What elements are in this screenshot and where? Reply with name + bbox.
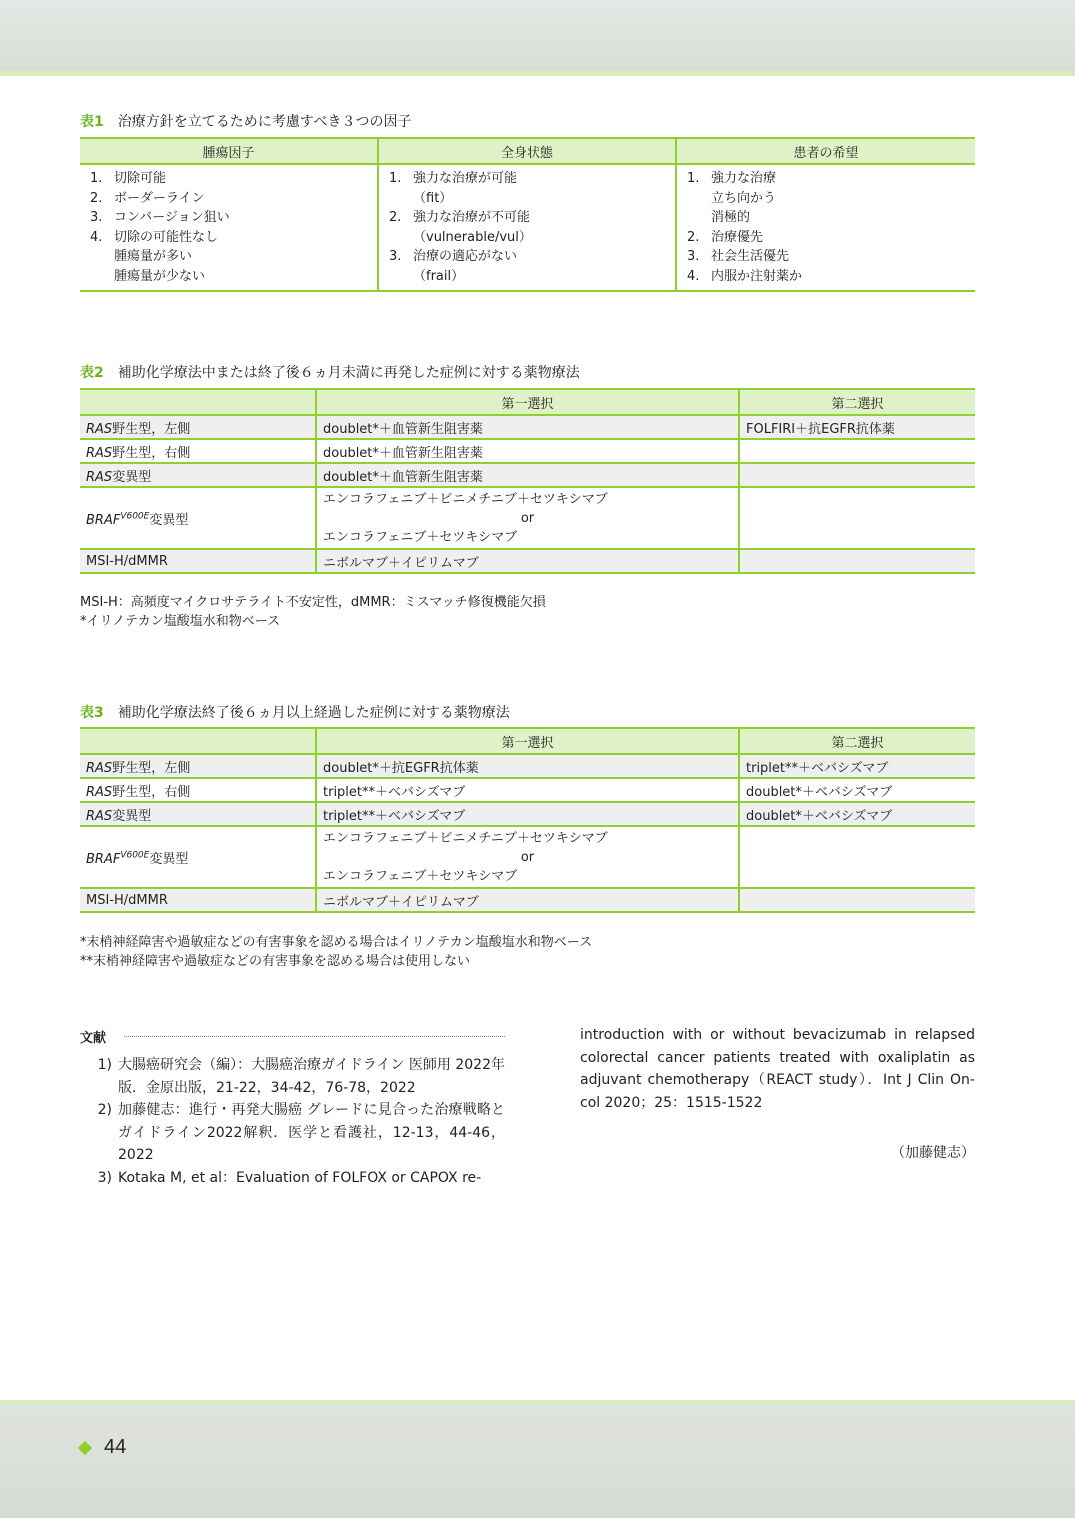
top-header-band: [0, 0, 1075, 76]
table3-header: 第二選択: [739, 728, 975, 754]
list-item: 1. 強力な治療: [687, 171, 777, 186]
author-credit: （加藤健志）: [891, 1145, 975, 1161]
reference-item: 1) 大腸癌研究会（編）：大腸癌治療ガイドライン 医師用 2022年版．金原出版，21-22，34-42，76-78，2022: [97, 1057, 505, 1096]
first-choice: doublet*＋血管新生阻害薬: [316, 463, 739, 487]
table3-notes: *末梢神経障害や過敏症などの有害事象を認める場合はイリノテカン塩酸塩水和物ベース **末梢神経障害や過敏症などの有害事象を認める場合は使用しない: [80, 935, 593, 969]
reference-item: 3) Kotaka M, et al：Evaluation of FOLFOX or CAPOX re-: [97, 1169, 482, 1186]
list-item: 2. 治療優先: [687, 229, 764, 245]
row-label: RAS変異型: [80, 463, 316, 487]
list-item: 1. 切除可能: [90, 171, 167, 186]
references-heading: 文献: [80, 1027, 505, 1046]
list-item: 2. ボーダーライン: [90, 190, 205, 206]
table2-title: 補助化学療法中または終了後６ヵ月未満に再発した症例に対する薬物療法: [117, 365, 580, 381]
table2-caption: [80, 362, 580, 382]
table2-label: 表2: [80, 365, 104, 381]
table-row: [80, 415, 975, 439]
table-row: [80, 888, 975, 912]
first-choice: doublet*＋血管新生阻害薬: [316, 439, 739, 463]
list-item: 3. 治療の適応がない: [389, 249, 518, 264]
table3: [80, 727, 975, 913]
table-row: [80, 549, 975, 573]
table1-caption: [80, 111, 411, 131]
list-item: 立ち向かう: [711, 190, 777, 206]
list-item: 2. 強力な治療が不可能: [389, 210, 531, 225]
footer-band: [0, 1400, 1075, 1518]
list-item: 消極的: [711, 210, 751, 225]
table1-cell-wishes: [676, 164, 975, 291]
second-choice: [739, 487, 975, 549]
second-choice: FOLFIRI＋抗EGFR抗体薬: [739, 415, 975, 439]
list-item: 4. 内服か注射薬か: [687, 268, 803, 284]
list-item: （vulnerable/vul）: [413, 229, 532, 245]
table1-header: 腫瘍因子: [80, 138, 378, 164]
diamond-icon: [78, 1440, 92, 1454]
table1-header: 全身状態: [378, 138, 676, 164]
second-choice: [739, 439, 975, 463]
table-row: [80, 487, 975, 549]
table3-header: [80, 728, 316, 754]
references-list: [80, 1054, 505, 1189]
row-label: RAS野生型，左側: [80, 415, 316, 439]
first-choice: エンコラフェニブ＋ビニメチニブ＋セツキシマブ or エンコラフェニブ＋セツキシマブ: [316, 826, 739, 888]
list-item: 腫瘍量が少ない: [114, 268, 206, 284]
table3-title: 補助化学療法終了後６ヵ月以上経過した症例に対する薬物療法: [117, 705, 510, 721]
first-choice: エンコラフェニブ＋ビニメチニブ＋セツキシマブ or エンコラフェニブ＋セツキシマブ: [316, 487, 739, 549]
list-item: 3. 社会生活優先: [687, 249, 790, 264]
table3-header: 第一選択: [316, 728, 739, 754]
table2-header: [80, 389, 316, 415]
second-choice: doublet*＋ベバシズマブ: [739, 778, 975, 802]
second-choice: triplet**＋ベバシズマブ: [739, 754, 975, 778]
second-choice: [739, 549, 975, 573]
second-choice: [739, 826, 975, 888]
table1-title: 治療方針を立てるために考慮すべき３つの因子: [117, 114, 412, 130]
list-item: 腫瘍量が多い: [114, 249, 193, 264]
table2-notes: MSI-H：高頻度マイクロサテライト不安定性，dMMR：ミスマッチ修復機能欠損 *イリノテカン塩酸塩水和物ベース: [80, 595, 546, 629]
list-item: （fit）: [413, 190, 453, 206]
second-choice: [739, 888, 975, 912]
list-item: 1. 強力な治療が可能: [389, 171, 518, 186]
row-label: RAS野生型，左側: [80, 754, 316, 778]
table-row: [80, 463, 975, 487]
dotted-rule: [124, 1036, 505, 1037]
table-row: [80, 439, 975, 463]
table2: [80, 388, 975, 574]
table-row: [80, 826, 975, 888]
page-footer: [80, 1436, 126, 1459]
table2-header: 第二選択: [739, 389, 975, 415]
row-label: $BRAF^{V600E}$変異型: [80, 487, 316, 549]
table1-cell-status: [378, 164, 676, 291]
row-label: RAS野生型，右側: [80, 778, 316, 802]
first-choice: ニボルマブ＋イピリムマブ: [316, 888, 739, 912]
first-choice: ニボルマブ＋イピリムマブ: [316, 549, 739, 573]
second-choice: [739, 463, 975, 487]
list-item: 3. コンバージョン狙い: [90, 210, 230, 225]
reference-item: 2) 加藤健志：進行・再発大腸癌 グレードに見合った治療戦略とガイドライン2022解釈．医学と看護社，12-13，44-46，2022: [97, 1102, 505, 1163]
row-label: RAS野生型，右側: [80, 439, 316, 463]
table1-header: 患者の希望: [676, 138, 975, 164]
second-choice: doublet*＋ベバシズマブ: [739, 802, 975, 826]
list-item: （frail）: [413, 268, 465, 284]
table-row: [80, 754, 975, 778]
row-label: MSI-H/dMMR: [80, 888, 316, 912]
table3-caption: [80, 702, 510, 722]
first-choice: doublet*＋抗EGFR抗体薬: [316, 754, 739, 778]
table3-label: 表3: [80, 705, 104, 721]
reference-continuation: introduction with or without bevacizumab in relapsed colorectal cancer patients treated with oxaliplatin as adjuvant chemotherapy（REACT study）．Int J Clin On-col 2020；25：1515-1522: [580, 1027, 975, 1111]
row-label: MSI-H/dMMR: [80, 549, 316, 573]
table1-label: 表1: [80, 114, 104, 130]
row-label: RAS変異型: [80, 802, 316, 826]
table1-cell-tumor: [80, 164, 378, 291]
first-choice: triplet**＋ベバシズマブ: [316, 778, 739, 802]
row-label: $BRAF^{V600E}$変異型: [80, 826, 316, 888]
table-row: [80, 802, 975, 826]
table2-header: 第一選択: [316, 389, 739, 415]
list-item: 4. 切除の可能性なし: [90, 229, 219, 245]
first-choice: triplet**＋ベバシズマブ: [316, 802, 739, 826]
page-number: 44: [104, 1436, 127, 1458]
first-choice: doublet*＋血管新生阻害薬: [316, 415, 739, 439]
table-row: [80, 778, 975, 802]
table1: [80, 137, 975, 292]
